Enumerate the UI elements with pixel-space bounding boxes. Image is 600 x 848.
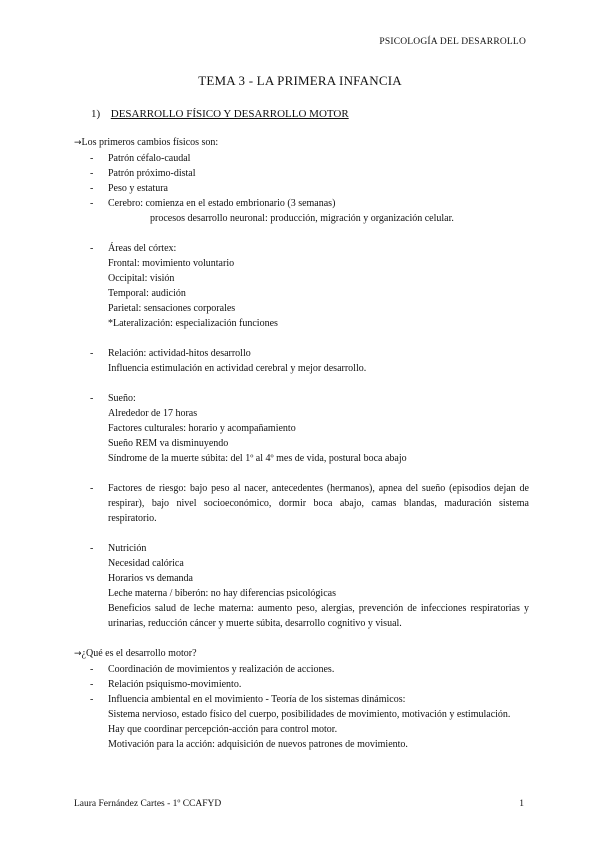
cortex-line: *Lateralización: especialización funciones bbox=[108, 318, 278, 329]
list-item-text: Patrón céfalo-caudal bbox=[108, 153, 191, 164]
list-item bbox=[74, 677, 529, 692]
arrow-icon: → bbox=[74, 649, 82, 659]
block1-intro bbox=[74, 135, 529, 151]
list-item bbox=[74, 151, 529, 166]
risk-list bbox=[74, 481, 529, 526]
block2-intro-text: ¿Qué es el desarrollo motor? bbox=[81, 648, 197, 659]
sleep-line: Sueño REM va disminuyendo bbox=[108, 438, 229, 449]
nutrition-line: Necesidad calórica bbox=[108, 558, 184, 569]
sleep-line: Factores culturales: horario y acompañamiento bbox=[108, 423, 296, 434]
risk-factors: - Factores de riesgo: bajo peso al nacer, antecedentes (hermanos), apnea del sueño (episodios dejan de respirar), bajo nivel socioeconómico, dormir boca abajo, camas blandas, maduración sistema respiratorio. bbox=[108, 483, 529, 524]
list-item-text: - Cerebro: comienza en el estado embrionario (3 semanas) bbox=[108, 198, 336, 209]
list-item bbox=[74, 166, 529, 181]
list-item bbox=[74, 181, 529, 196]
cortex-line: Parietal: sensaciones corporales bbox=[108, 303, 236, 314]
page-number: 1 bbox=[519, 799, 524, 809]
footer-author: Laura Fernández Cartes - 1º CCAFYD bbox=[74, 799, 222, 809]
nutrition-heading: - Nutrición bbox=[108, 543, 147, 554]
cortex-line: Frontal: movimiento voluntario bbox=[108, 258, 235, 269]
list-item bbox=[74, 391, 529, 466]
list-item-text: Coordinación de movimientos y realización de acciones. bbox=[108, 664, 335, 675]
cortex-heading: - Áreas del córtex: bbox=[108, 243, 177, 254]
brain-detail: procesos desarrollo neuronal: producción, migración y organización celular. bbox=[150, 213, 454, 224]
list-item bbox=[74, 662, 529, 677]
section-heading bbox=[91, 108, 349, 120]
list-item bbox=[74, 541, 529, 631]
block1-list bbox=[74, 151, 529, 226]
list-item-text: - Influencia ambiental en el movimiento - Teoría de los sistemas dinámicos: bbox=[108, 694, 406, 705]
sleep-heading: - Sueño: bbox=[108, 393, 136, 404]
cortex-line: Temporal: audición bbox=[108, 288, 186, 299]
list-item-text: Relación psiquismo-movimiento. bbox=[108, 679, 242, 690]
relation-line: Influencia estimulación en actividad cerebral y mejor desarrollo. bbox=[108, 363, 367, 374]
sleep-line: Síndrome de la muerte súbita: del 1º al 4º mes de vida, postural boca abajo bbox=[108, 453, 407, 464]
relation-list bbox=[74, 346, 529, 376]
relation-heading: - Relación: actividad-hitos desarrollo bbox=[108, 348, 251, 359]
list-item-text: Patrón próximo-distal bbox=[108, 168, 196, 179]
list-item bbox=[74, 241, 529, 331]
running-header: PSICOLOGÍA DEL DESARROLLO bbox=[379, 37, 526, 47]
sleep-list bbox=[74, 391, 529, 466]
dynamics-line: Sistema nervioso, estado físico del cuerpo, posibilidades de movimiento, motivación y estimulación. bbox=[108, 709, 511, 720]
list-item bbox=[74, 692, 529, 752]
nutrition-benefits: Beneficios salud de leche materna: aumento peso, alergias, prevención de infecciones respiratorias y urinarias, reducción cáncer y muerte súbita, desarrollo cognitivo y visual. bbox=[108, 603, 529, 629]
cortex-line: Occipital: visión bbox=[108, 273, 175, 284]
block1-intro-text: Los primeros cambios físicos son: bbox=[81, 137, 219, 148]
body-content bbox=[74, 135, 529, 752]
nutrition-line: Horarios vs demanda bbox=[108, 573, 193, 584]
dynamics-line: Hay que coordinar percepción-acción para control motor. bbox=[108, 724, 338, 735]
list-item bbox=[74, 481, 529, 526]
list-item bbox=[74, 196, 529, 226]
block2-intro bbox=[74, 646, 529, 662]
list-item bbox=[74, 346, 529, 376]
cortex-list bbox=[74, 241, 529, 331]
section-number: 1) bbox=[91, 108, 101, 120]
arrow-icon: → bbox=[74, 138, 82, 148]
list-item-text: Peso y estatura bbox=[108, 183, 168, 194]
page-title: TEMA 3 - LA PRIMERA INFANCIA bbox=[198, 73, 402, 88]
block2-list bbox=[74, 662, 529, 752]
sleep-line: Alrededor de 17 horas bbox=[108, 408, 198, 419]
nutrition-list bbox=[74, 541, 529, 631]
nutrition-line: Leche materna / biberón: no hay diferencias psicológicas bbox=[108, 588, 336, 599]
dynamics-line: Motivación para la acción: adquisición de nuevos patrones de movimiento. bbox=[108, 739, 408, 750]
section-title: DESARROLLO FÍSICO Y DESARROLLO MOTOR bbox=[110, 108, 349, 120]
